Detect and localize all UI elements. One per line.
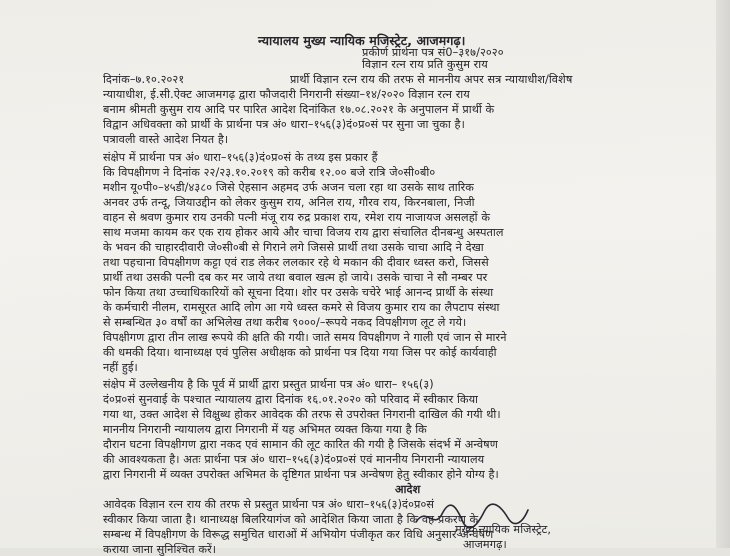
paragraph-line: विद्वान अधिवक्ता को प्रार्थी के प्रार्थना पत्र अं० धारा–१५६(३)दं०प्र०सं पर सुना जा चुका है।: [103, 118, 465, 131]
order-line: आवेदक विज्ञान रत्न राय की तरफ से प्रस्तुत प्रार्थना पत्र अं० धारा–१५६(३)दं०प्र०सं: [103, 498, 435, 511]
paragraph-line: पत्रावली वास्ते आदेश नियत है।: [103, 133, 229, 146]
paragraph-line: दौरान घटना विपक्षीगण द्वारा नकद एवं सामान की लूट कारित की गयी है जिसके संदर्भ में अन्वेषण: [103, 438, 498, 451]
court-title: न्यायालय मुख्य न्यायिक मजिस्ट्रेट, आजमगढ़।: [258, 33, 466, 48]
order-line: सम्बन्ध में विपक्षीगण के विरूद्ध समुचित धाराओं में अभियोग पंजीकृत कर विधि अनुसार अन्वेषण: [103, 528, 494, 541]
paragraph-line: गया था, उक्त आदेश से विक्षुब्ध होकर आवेदक की तरफ से उपरोक्त निगरानी दाखिल की गयी थी।: [103, 408, 501, 421]
paragraph-line: के भवन की चाहारदीवारी जे०सी०बी से गिराने लगे जिससे प्रार्थी तथा उसके चाचा आदि ने देखा: [103, 241, 484, 254]
paragraph-line: फोन किया तथा उच्चाधिकारियों को सूचना दिया। शोर पर उसके चचेरे भाई आनन्द प्रार्थी के संस्था: [103, 286, 494, 299]
order-date: दिनांक–७.१०.२०२१: [103, 73, 185, 86]
paragraph-line: प्रार्थी तथा उसकी पत्नी दब कर मर जाये तथा बवाल खत्म हो जाये। उसके चाचा ने सौ नम्बर पर: [103, 271, 488, 284]
order-heading: आदेश: [395, 483, 421, 496]
paragraph-line: की धमकी दिया। थानाध्यक्ष एवं पुलिस अधीक्षक को प्रार्थना पत्र दिया गया जिस पर कोई कार्यवाही: [103, 346, 497, 359]
paragraph-line: माननीय निगरानी न्यायालय द्वारा निगरानी में यह अभिमत व्यक्त किया गया है कि: [103, 423, 427, 436]
signature-designation: मुख्य न्यायिक मजिस्ट्रेट,: [455, 523, 552, 536]
paragraph-line: साथ मजमा कायम कर एक राय होकर आये और चाचा विजय राय द्वारा संचालित दीनबन्धु अस्पताल: [103, 226, 504, 239]
paragraph-line: न्यायाधीश, ई.सी.ऐक्ट आजमगढ़ द्वारा फौजदारी निगरानी संख्या–१४/२०२० विज्ञान रत्न राय: [103, 88, 470, 101]
case-number: प्रकीर्ण प्रार्थना पत्र सं0–३१७/२०२०: [362, 46, 504, 59]
paragraph-line: संक्षेप में प्रार्थना पत्र अं० धारा–१५६(३)दं०प्र०सं के तथ्य इस प्रकार हैं: [103, 151, 378, 164]
order-line: स्वीकार किया जाता है। थानाध्यक्ष बिलरियागंज को आदेशित किया जाता है कि वह प्रकरण के: [103, 513, 479, 526]
signature-place: आजमगढ़।: [463, 538, 507, 551]
paragraph-line: नहीं हुई।: [103, 361, 138, 374]
case-parties: विज्ञान रत्न राय प्रति कुसुम राय: [362, 58, 488, 71]
paragraph-line: मशीन यू०पी०–४५डी/४३८० जिसे ऐहसान अहमद उर्फ अजन चला रहा था उसके साथ तारिक: [103, 181, 474, 194]
paragraph-line: विपक्षीगण द्वारा तीन लाख रूपये की क्षति की गयी। जाते समय विपक्षीगण ने गाली एवं जान से मारने: [103, 331, 507, 344]
paragraph-line: के कर्मचारी नीलम, रामसूरत आदि लोग आ गये ध्वस्त कमरे से विजय कुमार राय का लैपटाप संस्था: [103, 301, 500, 314]
paragraph-line: तथा पहचाना विपक्षीगण कट्टा एवं राड लेकर ललकार रहे थे मकान की दीवार ध्वस्त करो, जिससे: [103, 256, 489, 269]
paragraph-line: बनाम श्रीमती कुसुम राय आदि पर पारित आदेश दिनांकित १७.०८.२०२१ के अनुपालन में प्रार्थी के: [103, 103, 495, 116]
paragraph-line: द्वारा निगरानी में व्यक्त उपरोक्त अभिमत के दृष्टिगत प्रार्थना पत्र अन्वेषण हेतु स्वीकार होने योग्य है।: [103, 468, 499, 481]
paragraph-line: अनवर उर्फ तन्दू, जियाउद्दीन को लेकर कुसुम राय, अनिल राय, गौरव राय, किरनबाला, निजी: [103, 196, 475, 209]
paragraph-line: दं०प्र०सं सुनवाई के पश्चात न्यायालय द्वारा दिनांक १६.०१.२०२० को परिवाद में स्वीकार किया: [103, 393, 479, 406]
paragraph-line: संक्षेप में उल्लेखनीय है कि पूर्व में प्रार्थी द्वारा प्रस्तुत प्रार्थना पत्र अं० धारा– १५६(३): [103, 378, 434, 391]
paragraph-line: से सम्बन्धित ३० वर्षों का अभिलेख तथा करीब ९०००/–रूपये नकद विपक्षीगण लूट ले गये।: [103, 316, 467, 329]
paragraph-line: की आवश्यकता है। अतः प्रार्थना पत्र अं० धारा–१५६(३)दं०प्र०सं एवं माननीय निगरानी न्यायालय: [103, 453, 485, 466]
order-line: कराया जाना सुनिश्चित करें।: [103, 543, 217, 556]
paragraph-line: कि विपक्षीगण ने दिनांक २२/२३.१०.२०१९ को करीब १२.०० बजे रात्रि जे०सी०बी०: [103, 166, 436, 179]
paragraph-line: वाहन से श्रवण कुमार राय उनकी पत्नी मंजू राय रुद्र प्रकाश राय, रमेश राय नाजायज असलहों के: [103, 211, 491, 224]
paragraph-line: प्रार्थी विज्ञान रत्न राय की तरफ से माननीय अपर सत्र न्यायाधीश/विशेष: [290, 73, 573, 86]
page-edge-shadow: [716, 0, 730, 548]
